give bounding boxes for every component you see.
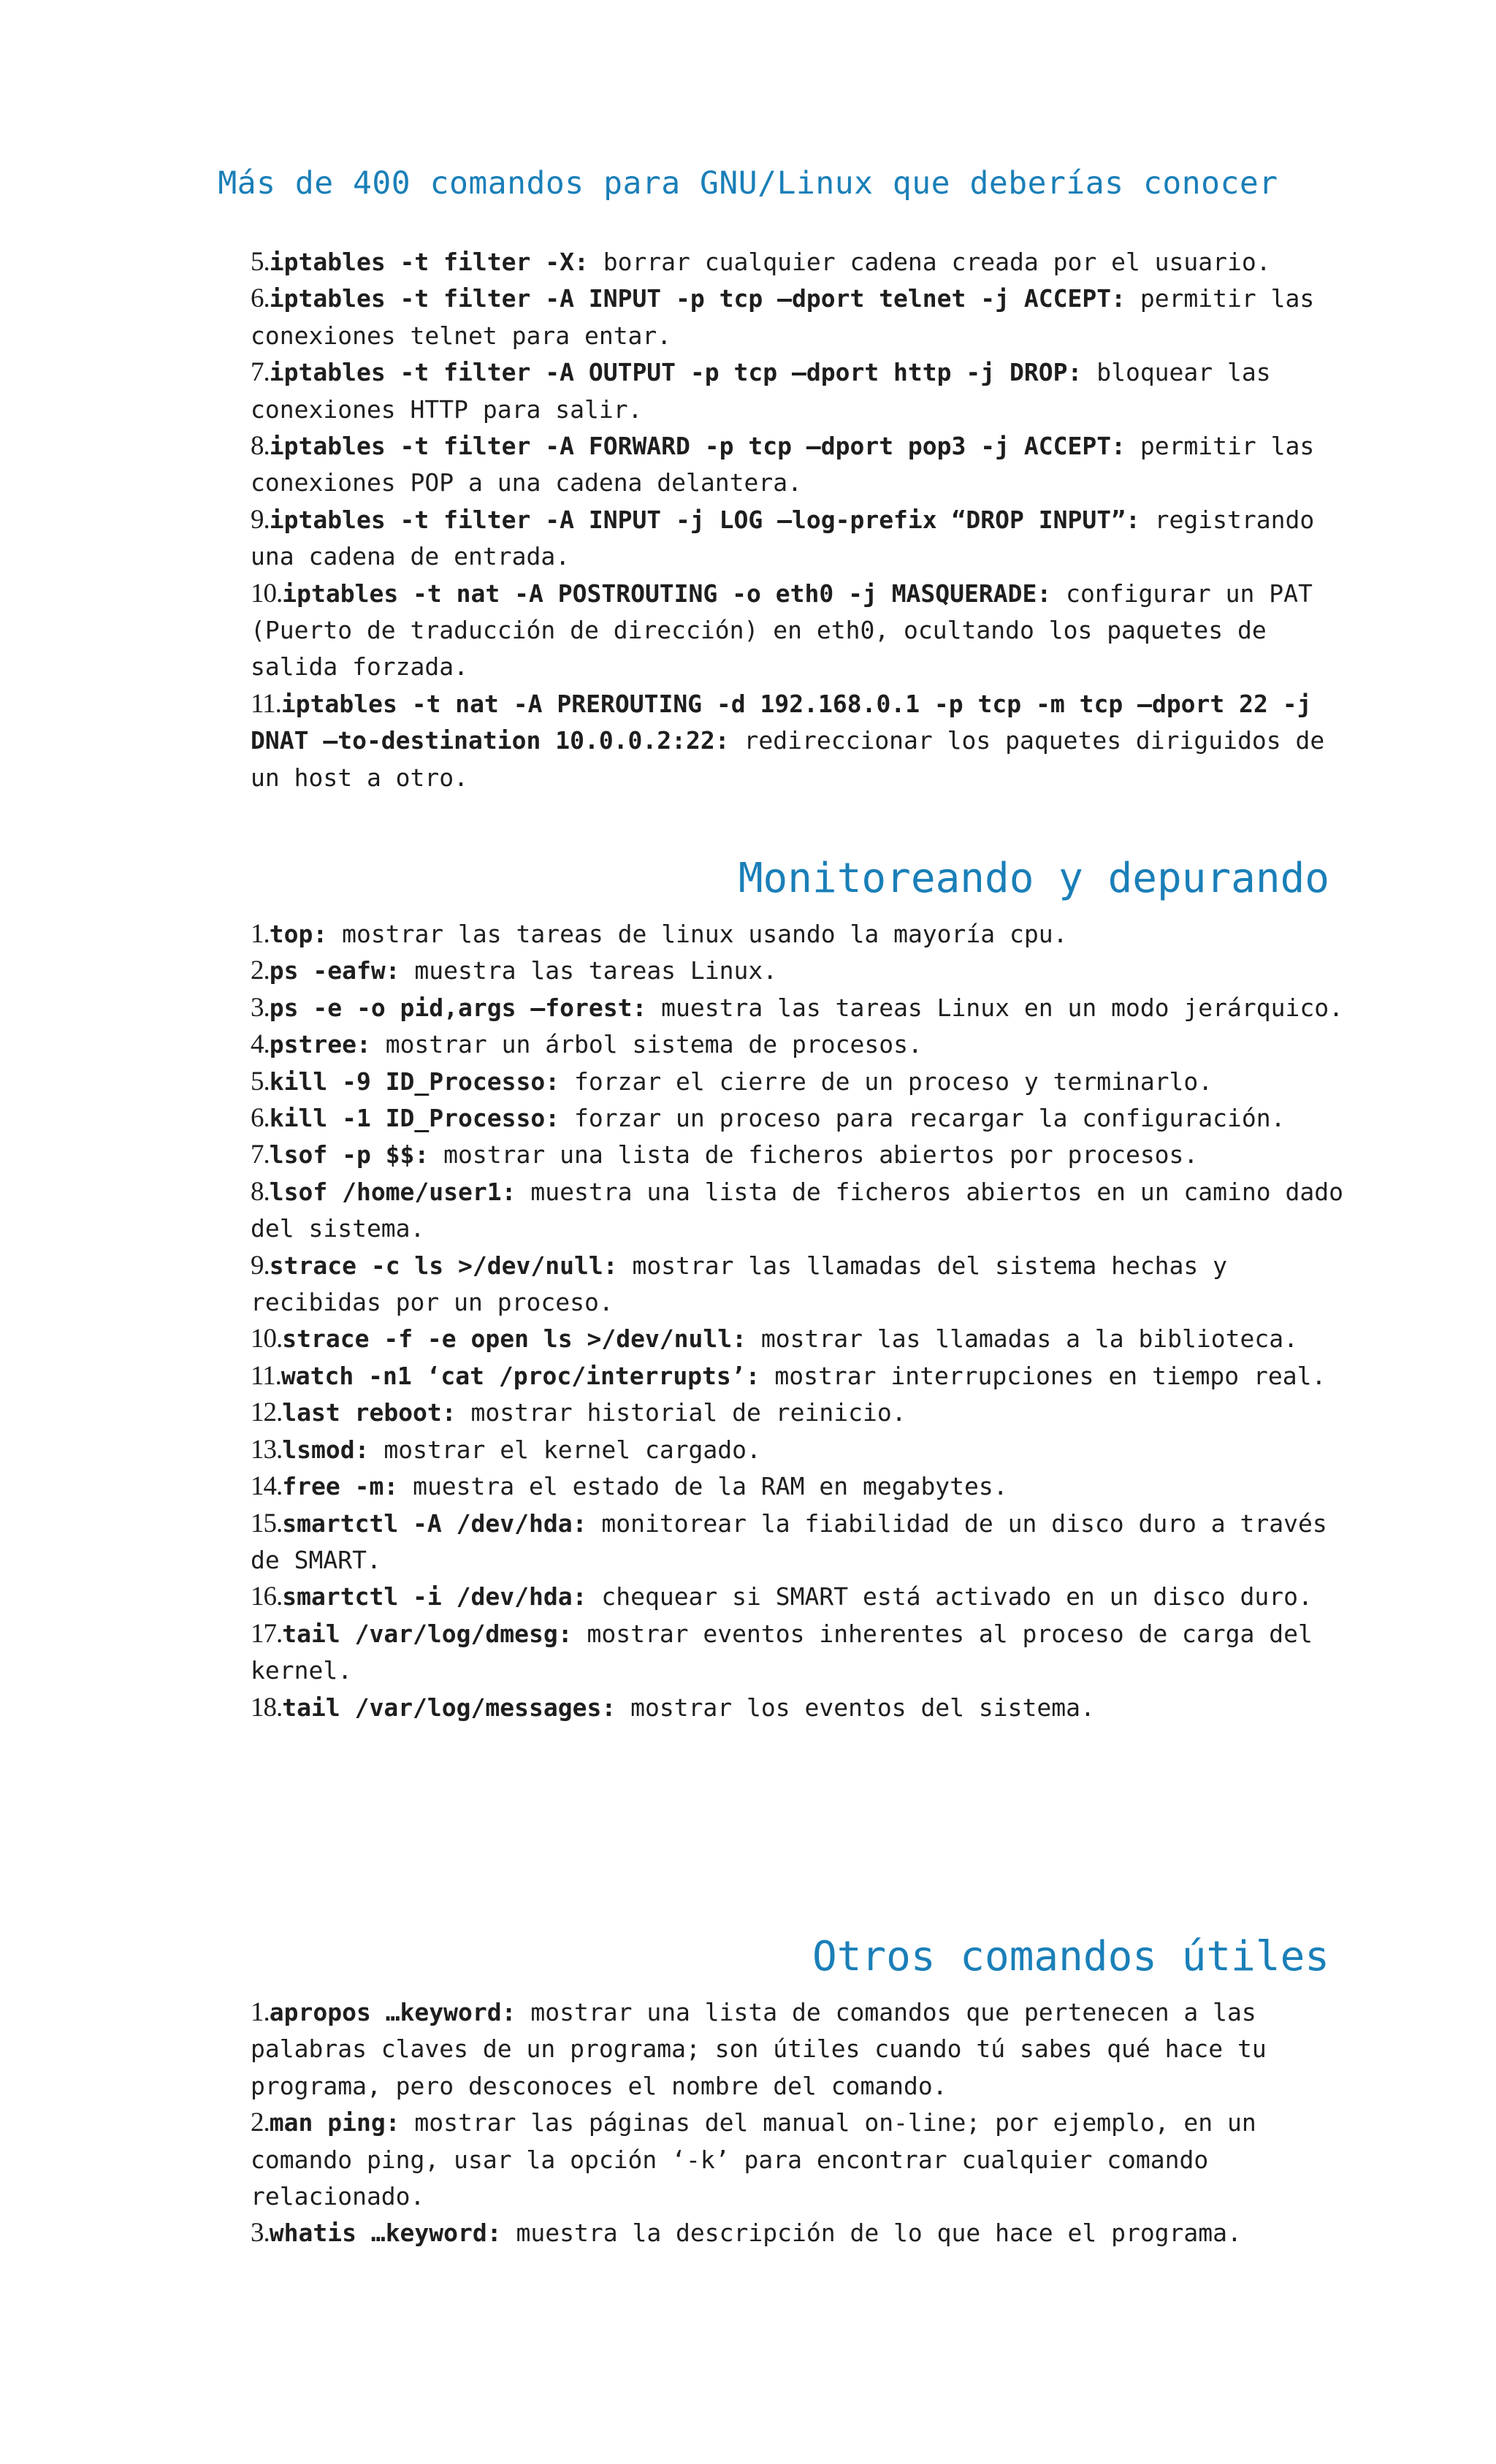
list-item [251, 354, 1361, 428]
command-description: mostrar el kernel cargado. [369, 1435, 761, 1464]
command-text: iptables -t filter -X: [269, 248, 589, 276]
item-number: 7. [251, 357, 270, 388]
item-number: 15. [251, 1508, 283, 1538]
list-item [251, 1064, 1361, 1100]
command-text: free -m: [282, 1472, 399, 1501]
command-text: strace -c ls >/dev/null: [269, 1251, 618, 1280]
item-number: 16. [251, 1582, 283, 1612]
list-item [251, 281, 1361, 354]
command-text: kill -1 ID_Processo: [269, 1104, 560, 1133]
item-number: 5. [251, 247, 270, 277]
item-number: 9. [251, 504, 270, 535]
list-item [251, 1579, 1361, 1615]
command-description: registrando una cadena de entrada. [251, 505, 1315, 571]
item-number: 6. [251, 283, 270, 314]
item-number: 2. [251, 2108, 270, 2138]
item-number: 5. [251, 1066, 270, 1096]
list-item [251, 1137, 1361, 1173]
command-description: permitir las conexiones telnet para entar. [251, 284, 1315, 350]
item-number: 2. [251, 956, 270, 986]
list-item [251, 1432, 1361, 1468]
command-description: mostrar las llamadas a la biblioteca. [747, 1324, 1298, 1354]
command-text: iptables -t nat -A POSTROUTING -o eth0 -j MASQUERADE: [282, 579, 1052, 608]
command-text: apropos …keyword: [269, 1998, 516, 2026]
item-number: 18. [251, 1692, 283, 1723]
list-item [251, 1100, 1361, 1137]
command-description: redireccionar los paquetes diriguidos de un host a otro. [251, 726, 1325, 792]
item-number: 14. [251, 1471, 283, 1502]
command-text: smartctl -A /dev/hda: [282, 1508, 587, 1538]
list-item [251, 990, 1361, 1026]
command-description: configurar un PAT (Puerto de traducción de dirección) en eth0, ocultando los paquetes de salida forzada. [251, 579, 1313, 682]
item-number: 3. [251, 992, 270, 1023]
other-command-list [251, 1994, 1361, 2252]
command-description: chequear si SMART está activado en un disco duro. [587, 1582, 1313, 1611]
command-text: tail /var/log/messages: [282, 1693, 617, 1722]
command-text: lsof -p $$: [269, 1140, 430, 1170]
list-item [251, 1395, 1361, 1431]
item-number: 1. [251, 1997, 270, 2027]
list-item [251, 502, 1361, 576]
list-item [251, 1690, 1361, 1726]
list-item [251, 953, 1361, 989]
command-description: borrar cualquier cadena creada por el usuario. [588, 248, 1271, 276]
list-item [251, 1248, 1361, 1321]
list-item [251, 1174, 1361, 1248]
list-item [251, 916, 1361, 953]
list-item [251, 428, 1361, 502]
item-number: 10. [251, 1324, 283, 1354]
command-text: ps -eafw: [269, 956, 400, 985]
item-number: 11. [251, 1360, 281, 1391]
list-item [251, 244, 1361, 281]
command-text: watch -n1 ‘cat /proc/interrupts’: [280, 1361, 760, 1390]
list-item [251, 1994, 1361, 2105]
command-description: bloquear las conexiones HTTP para salir. [251, 358, 1271, 424]
list-item [251, 1506, 1361, 1579]
command-description: muestra las tareas Linux en un modo jerárquico. [646, 993, 1343, 1022]
command-text: whatis …keyword: [269, 2219, 502, 2248]
section-heading-otros-comandos: Otros comandos útiles [812, 1933, 1329, 1980]
command-text: man ping: [269, 2108, 400, 2137]
command-description: mostrar una lista de ficheros abiertos por procesos. [429, 1140, 1199, 1170]
command-description: muestra las tareas Linux. [400, 956, 778, 985]
item-number: 3. [251, 2218, 270, 2249]
command-text: iptables -t nat -A PREROUTING -d 192.168.0.1 -p tcp -m tcp –dport 22 -j DNAT –to-destination 10.0.0.2:22: [251, 689, 1312, 755]
command-text: tail /var/log/dmesg: [282, 1619, 573, 1648]
item-number: 13. [251, 1434, 283, 1465]
command-description: muestra la descripción de lo que hace el programa. [501, 2219, 1242, 2248]
command-description: permitir las conexiones POP a una cadena delantera. [251, 432, 1315, 497]
command-description: mostrar una lista de comandos que pertenecen a las palabras claves de un programa; son útiles cuando tú sabes qué hace tu programa, pero desconoces el nombre del comando. [251, 1998, 1267, 2100]
item-number: 17. [251, 1618, 283, 1649]
command-text: lsmod: [282, 1435, 370, 1464]
list-item [251, 1321, 1361, 1357]
section-heading-monitoreando: Monitoreando y depurando [738, 855, 1329, 902]
monitoring-command-list [251, 916, 1361, 1726]
item-number: 4. [251, 1029, 270, 1060]
command-text: iptables -t filter -A INPUT -p tcp –dport telnet -j ACCEPT: [269, 284, 1126, 313]
list-item [251, 2105, 1361, 2215]
item-number: 8. [251, 431, 270, 462]
command-text: pstree: [269, 1030, 371, 1059]
list-item [251, 1026, 1361, 1063]
command-description: mostrar un árbol sistema de procesos. [370, 1030, 923, 1059]
command-text: top: [269, 920, 328, 948]
iptables-command-list [251, 244, 1361, 796]
list-item [251, 576, 1361, 686]
command-description: mostrar historial de reinicio. [456, 1398, 907, 1427]
item-number: 8. [251, 1176, 270, 1207]
command-description: muestra el estado de la RAM en megabytes. [398, 1472, 1008, 1501]
command-description: forzar un proceso para recargar la configuración. [560, 1104, 1286, 1133]
list-item [251, 1468, 1361, 1505]
item-number: 6. [251, 1103, 270, 1134]
command-description: mostrar interrupciones en tiempo real. [760, 1361, 1327, 1390]
command-text: iptables -t filter -A OUTPUT -p tcp –dport http -j DROP: [269, 358, 1083, 387]
command-description: forzar el cierre de un proceso y terminarlo. [560, 1067, 1213, 1096]
list-item [251, 686, 1361, 796]
command-text: iptables -t filter -A INPUT -j LOG –log-prefix “DROP INPUT”: [269, 505, 1140, 534]
item-number: 9. [251, 1250, 270, 1281]
command-text: strace -f -e open ls >/dev/null: [282, 1324, 747, 1354]
command-description: mostrar los eventos del sistema. [616, 1693, 1095, 1722]
command-description: mostrar las páginas del manual on-line; por ejemplo, en un comando ping, usar la opción ‘-k’ para encontrar cualquier comando relacionado. [251, 2108, 1256, 2211]
command-description: muestra una lista de ficheros abiertos en un camino dado del sistema. [251, 1177, 1343, 1243]
command-text: kill -9 ID_Processo: [269, 1067, 560, 1096]
command-text: last reboot: [282, 1398, 457, 1427]
item-number: 12. [251, 1397, 283, 1428]
command-description: monitorear la fiabilidad de un disco duro a través de SMART. [251, 1508, 1327, 1574]
list-item [251, 1358, 1361, 1395]
command-text: smartctl -i /dev/hda: [282, 1582, 587, 1611]
command-text: iptables -t filter -A FORWARD -p tcp –dport pop3 -j ACCEPT: [269, 432, 1126, 461]
command-text: ps -e -o pid,args –forest: [269, 993, 647, 1022]
command-description: mostrar las tareas de linux usando la mayoría cpu. [327, 920, 1068, 948]
list-item [251, 1616, 1361, 1690]
command-description: mostrar las llamadas del sistema hechas y recibidas por un proceso. [251, 1251, 1228, 1317]
command-description: mostrar eventos inherentes al proceso de carga del kernel. [251, 1619, 1313, 1685]
command-text: lsof /home/user1: [269, 1177, 516, 1206]
item-number: 7. [251, 1140, 270, 1170]
item-number: 10. [251, 578, 283, 609]
item-number: 1. [251, 919, 270, 949]
item-number: 11. [251, 688, 281, 719]
list-item [251, 2215, 1361, 2251]
page-title: Más de 400 comandos para GNU/Linux que deberías conocer [218, 165, 1278, 202]
